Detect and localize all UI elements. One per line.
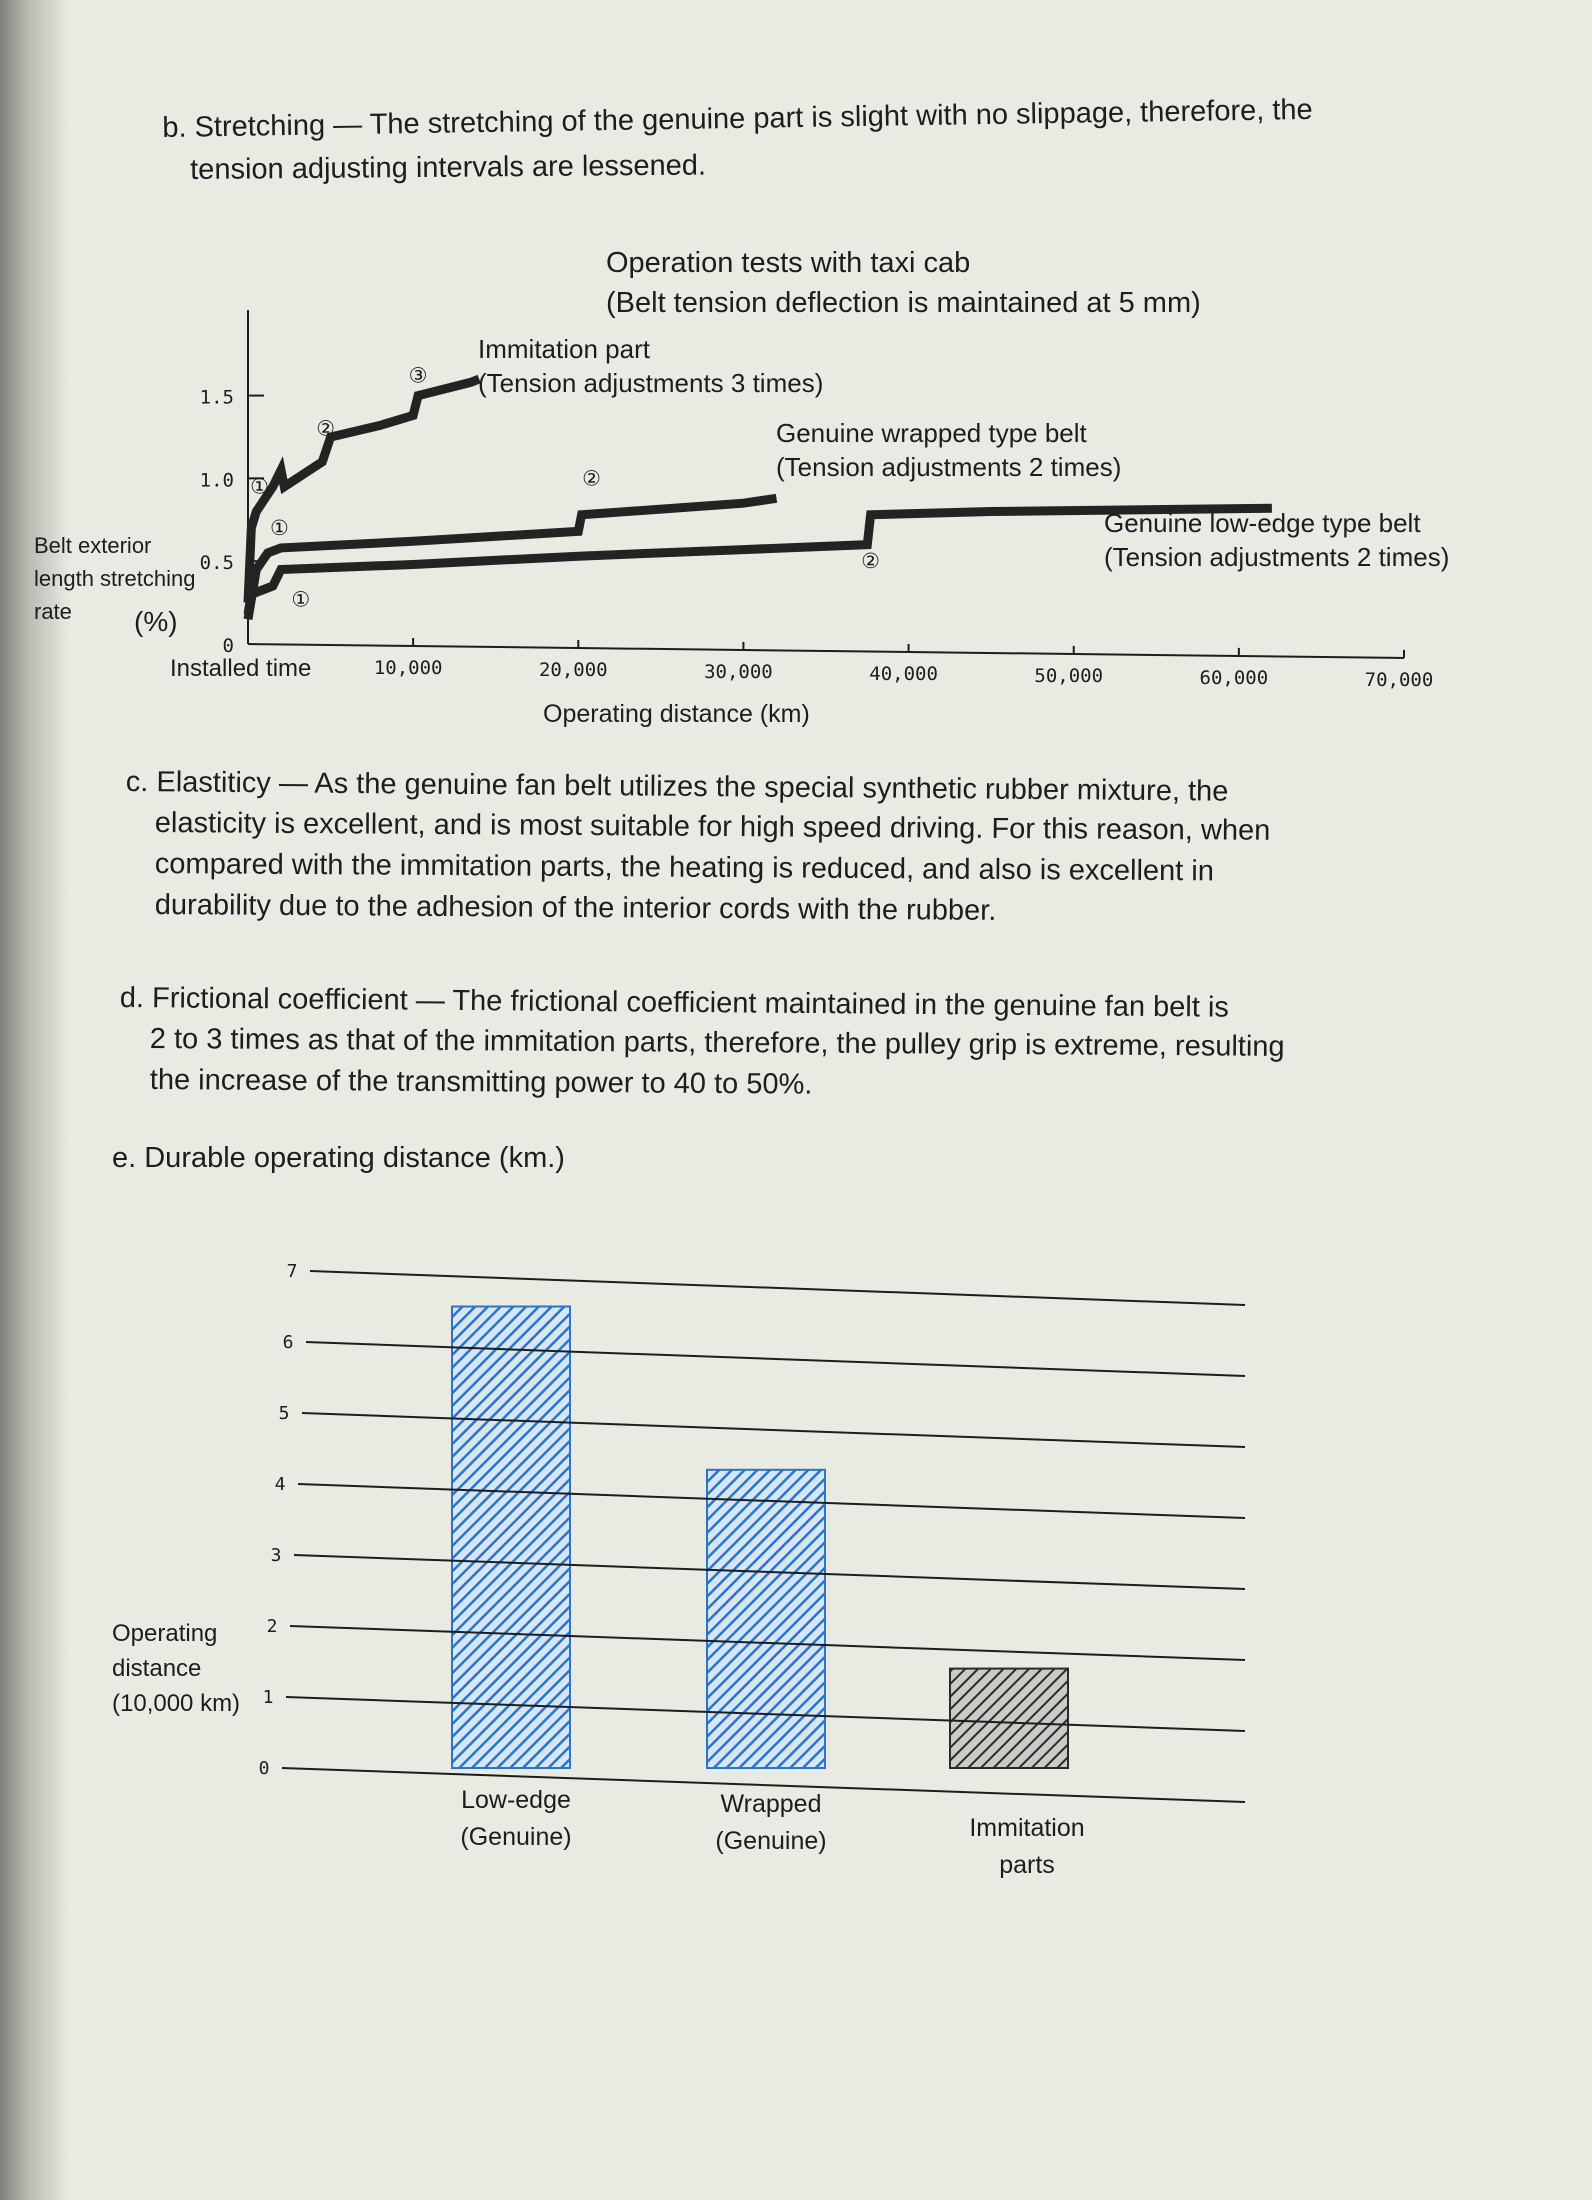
x-tick-label: 10,000 <box>373 656 443 679</box>
gridline <box>302 1413 1245 1447</box>
bar-y-axis-label-line-1: Operating <box>112 1620 218 1647</box>
bar-y-ticks <box>259 1261 298 1779</box>
series-labels <box>478 334 1449 572</box>
wrapped-series-name: Genuine wrapped type belt <box>776 418 1087 448</box>
bar-y-axis-label-line-3: (10,000 km) <box>112 1690 241 1717</box>
bar-3 <box>950 1669 1068 1768</box>
bar-y-tick-label: 1 <box>262 1687 274 1708</box>
x-tick-label: 20,000 <box>538 658 608 681</box>
chart-title-line-2: (Belt tension deflection is maintained at 5 mm) <box>606 287 1201 319</box>
y-axis-label-line-2: length stretching <box>34 566 196 591</box>
bar-y-tick-label: 6 <box>282 1332 294 1353</box>
y-axis-unit: (%) <box>134 606 178 637</box>
bar-y-tick-label: 2 <box>266 1616 278 1637</box>
section-c-line-4: durability due to the adhesion of the interior cords with the rubber. <box>154 888 997 927</box>
adjustment-marker: ② <box>316 417 336 441</box>
x-axis-label: Operating distance (km) <box>543 700 810 728</box>
bar-2 <box>707 1470 825 1768</box>
y-tick-label: 0 <box>222 635 234 657</box>
line-chart-title <box>606 247 1201 319</box>
x-ticks <box>374 638 1433 691</box>
y-tick-label: 0.5 <box>199 552 234 575</box>
section-d-line-2: 2 to 3 times as that of the immitation parts, therefore, the pulley grip is extreme, resulting <box>149 1022 1285 1063</box>
category-label: Immitation <box>969 1814 1085 1842</box>
immitation-series-name: Immitation part <box>478 334 650 364</box>
adjustment-marker: ① <box>291 588 311 612</box>
category-label: Low-edge <box>461 1786 571 1814</box>
chart-title-line-1: Operation tests with taxi cab <box>606 247 971 279</box>
adjustment-marker: ② <box>582 467 601 491</box>
category-labels <box>460 1786 1084 1879</box>
category-label: parts <box>999 1851 1055 1879</box>
adjustment-markers <box>250 365 880 612</box>
x-tick-label: 30,000 <box>704 660 773 683</box>
y-axis-label-line-3: rate <box>34 599 72 624</box>
bar-y-tick-label: 3 <box>270 1545 282 1566</box>
section-d-line-3: the increase of the transmitting power to 40 to 50%. <box>149 1063 813 1101</box>
bar-y-tick-label: 0 <box>258 1758 270 1779</box>
category-label: (Genuine) <box>715 1827 827 1855</box>
category-label: (Genuine) <box>460 1823 572 1851</box>
section-b-line-2: tension adjusting intervals are lessened. <box>190 149 707 186</box>
adjustment-marker: ① <box>269 517 289 541</box>
bar-y-tick-label: 7 <box>286 1261 298 1282</box>
x-axis-line <box>248 644 1404 658</box>
bar-y-axis-label <box>112 1620 240 1717</box>
durability-bar-chart <box>0 1220 1592 1980</box>
low-edge-series-name: Genuine low-edge type belt <box>1104 508 1421 538</box>
installed-time-label: Installed time <box>170 655 312 682</box>
series-lines <box>248 379 1272 619</box>
bar-y-tick-label: 4 <box>274 1474 286 1495</box>
bar-y-axis-label-line-2: distance <box>112 1655 202 1682</box>
gridline <box>306 1342 1245 1376</box>
x-tick-label: 70,000 <box>1364 668 1434 691</box>
x-tick-label: 50,000 <box>1034 664 1104 687</box>
bar-y-tick-label: 5 <box>278 1403 290 1424</box>
immitation-series-note: (Tension adjustments 3 times) <box>478 368 824 398</box>
y-axis-label-line-1: Belt exterior <box>34 533 152 558</box>
wrapped-series-note: (Tension adjustments 2 times) <box>776 452 1122 482</box>
low-edge-series-note: (Tension adjustments 2 times) <box>1104 542 1450 572</box>
x-tick-label: 60,000 <box>1199 666 1269 689</box>
section-c-line-1: c. Elastiticy — As the genuine fan belt utilizes the special synthetic rubber mixture, the <box>125 765 1229 808</box>
bar-1 <box>452 1307 570 1769</box>
section-d-line-1: d. Frictional coefficient — The frictional coefficient maintained in the genuine fan belt is <box>119 981 1230 1024</box>
adjustment-marker: ③ <box>408 364 428 388</box>
section-e-heading: e. Durable operating distance (km.) <box>112 1142 565 1174</box>
section-c-line-3: compared with the immitation parts, the heating is reduced, and also is excellent in <box>154 847 1215 888</box>
y-tick-label: 1.0 <box>199 469 234 492</box>
y-tick-label: 1.5 <box>199 386 234 409</box>
x-tick-label: 40,000 <box>869 662 938 685</box>
adjustment-marker: ① <box>250 475 269 499</box>
section-c-line-2: elasticity is excellent, and is most suitable for high speed driving. For this reason, when <box>154 806 1271 847</box>
bars <box>452 1307 1068 1769</box>
adjustment-marker: ② <box>861 550 881 574</box>
section-b-heading: b. Stretching — The stretching of the genuine part is slight with no slippage, therefore, the <box>162 93 1313 144</box>
category-label: Wrapped <box>720 1790 822 1818</box>
gridline <box>310 1271 1245 1305</box>
